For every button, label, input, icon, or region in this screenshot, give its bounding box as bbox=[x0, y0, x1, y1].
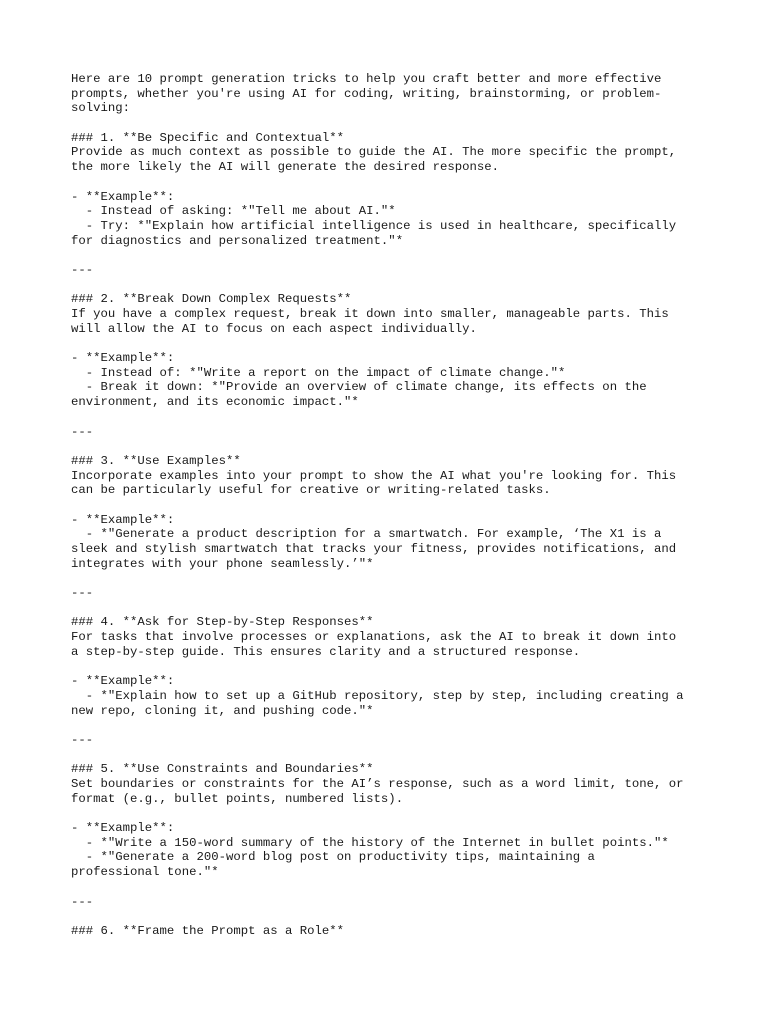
text-line: integrates with your phone seamlessly.’"* bbox=[71, 556, 374, 571]
text-line: solving: bbox=[71, 101, 131, 116]
section-heading: ### 2. **Break Down Complex Requests** bbox=[71, 292, 352, 307]
section-heading: ### 5. **Use Constraints and Boundaries** bbox=[71, 762, 374, 777]
blank-line bbox=[71, 909, 711, 924]
text-line: Provide as much context as possible to guide the AI. The more specific the prompt, bbox=[71, 145, 677, 160]
bullet-line: - **Example**: bbox=[71, 674, 175, 689]
text-line: new repo, cloning it, and pushing code."* bbox=[71, 703, 374, 718]
text-line: For tasks that involve processes or explanations, ask the AI to break it down into bbox=[71, 630, 677, 645]
bullet-line: - Instead of: *"Write a report on the impact of climate change."* bbox=[71, 365, 566, 380]
blank-line bbox=[71, 439, 711, 454]
blank-line bbox=[71, 248, 711, 263]
divider-line: --- bbox=[71, 894, 94, 909]
bullet-line: - **Example**: bbox=[71, 189, 175, 204]
bullet-line: - **Example**: bbox=[71, 821, 175, 836]
text-line: Here are 10 prompt generation tricks to help you craft better and more effective bbox=[71, 72, 662, 86]
blank-line bbox=[71, 498, 711, 513]
blank-line bbox=[71, 601, 711, 616]
text-line: professional tone."* bbox=[71, 865, 219, 880]
blank-line bbox=[71, 718, 711, 733]
blank-line bbox=[71, 571, 711, 586]
divider-line: --- bbox=[71, 262, 94, 277]
bullet-line: - *"Generate a 200-word blog post on productivity tips, maintaining a bbox=[71, 850, 595, 865]
text-line: environment, and its economic impact."* bbox=[71, 395, 359, 410]
text-line: will allow the AI to focus on each aspect individually. bbox=[71, 321, 477, 336]
blank-line bbox=[71, 880, 711, 895]
divider-line: --- bbox=[71, 732, 94, 747]
text-line: Set boundaries or constraints for the AI’s response, such as a word limit, tone, or bbox=[71, 777, 684, 791]
section-heading: ### 3. **Use Examples** bbox=[71, 453, 241, 468]
text-line: format (e.g., bullet points, numbered lists). bbox=[71, 791, 404, 806]
section-heading: ### 6. **Frame the Prompt as a Role** bbox=[71, 923, 345, 938]
blank-line bbox=[71, 278, 711, 293]
bullet-line: - Try: *"Explain how artificial intelligence is used in healthcare, specifically bbox=[71, 218, 677, 233]
text-line: If you have a complex request, break it down into smaller, manageable parts. This bbox=[71, 307, 669, 321]
blank-line bbox=[71, 116, 711, 131]
divider-line: --- bbox=[71, 586, 94, 601]
blank-line bbox=[71, 660, 711, 675]
blank-line bbox=[71, 806, 711, 821]
bullet-line: - *"Generate a product description for a smartwatch. For example, ‘The X1 is a bbox=[71, 527, 662, 542]
bullet-line: - *"Write a 150-word summary of the history of the Internet in bullet points."* bbox=[71, 835, 669, 850]
text-line: a step-by-step guide. This ensures clarity and a structured response. bbox=[71, 644, 581, 659]
text-line: can be particularly useful for creative or writing-related tasks. bbox=[71, 483, 551, 498]
divider-line: --- bbox=[71, 424, 94, 439]
document-body bbox=[71, 72, 711, 939]
bullet-line: - **Example**: bbox=[71, 512, 175, 527]
blank-line bbox=[71, 410, 711, 425]
bullet-line: - Instead of asking: *"Tell me about AI."* bbox=[71, 204, 396, 219]
blank-line bbox=[71, 336, 711, 351]
text-line: Incorporate examples into your prompt to show the AI what you're looking for. This bbox=[71, 468, 677, 483]
bullet-line: - Break it down: *"Provide an overview of climate change, its effects on the bbox=[71, 380, 647, 395]
text-line: the more likely the AI will generate the desired response. bbox=[71, 160, 500, 175]
section-heading: ### 4. **Ask for Step-by-Step Responses** bbox=[71, 615, 374, 630]
bullet-line: - **Example**: bbox=[71, 351, 175, 366]
text-line: prompts, whether you're using AI for coding, writing, brainstorming, or problem- bbox=[71, 86, 662, 101]
text-line: for diagnostics and personalized treatment."* bbox=[71, 233, 404, 248]
section-heading: ### 1. **Be Specific and Contextual** bbox=[71, 130, 345, 145]
blank-line bbox=[71, 748, 711, 763]
bullet-line: - *"Explain how to set up a GitHub repository, step by step, including creating a bbox=[71, 688, 684, 703]
text-line: sleek and stylish smartwatch that tracks your fitness, provides notifications, and bbox=[71, 542, 677, 556]
blank-line bbox=[71, 175, 711, 190]
